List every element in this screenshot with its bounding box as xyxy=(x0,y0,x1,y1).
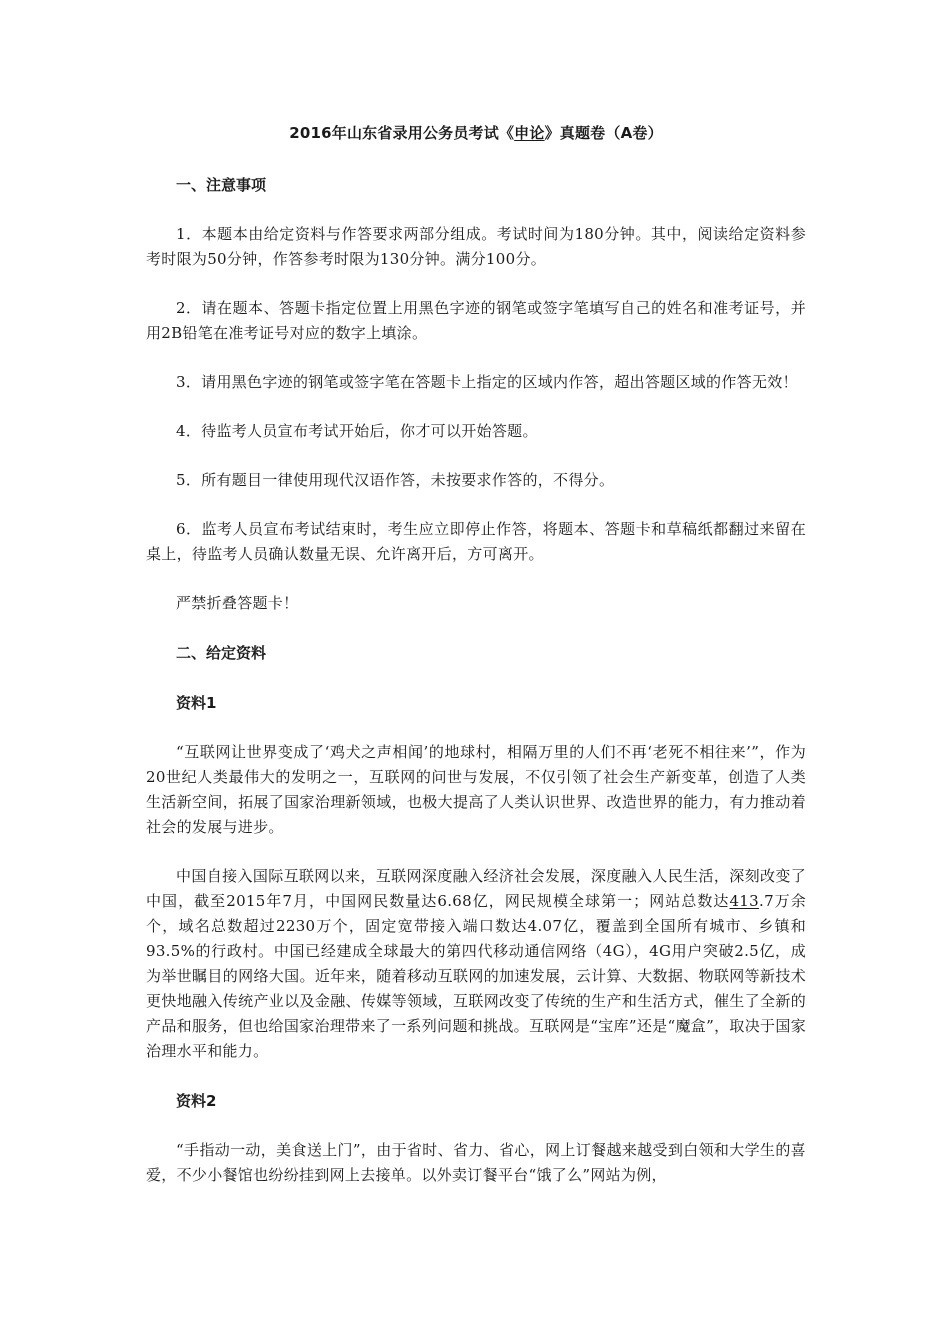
material-1-paragraph-2-end: .7万余个，域名总数超过2230万个，固定宽带接入端口数达4.07亿，覆盖到全国所有城市、乡镇和93.5%的行政村。中国已经建成全球最大的第四代移动通信网络（4G），4G用户突破2.5亿，成为举世瞩目的网络大国。近年来，随着移动互联网的加速发展，云计算、大数据、物联网等新技术更快地融入传统产业以及金融、传媒等领域，互联网改变了传统的生产和生活方式，催生了全新的产品和服务，但也给国家治理带来了一系列问题和挑战。互联网是“宝库”还是“魔盒”，取决于国家治理水平和能力。 xyxy=(146,892,807,1060)
note-1: 1．本题本由给定资料与作答要求两部分组成。考试时间为180分钟。其中，阅读给定资料参考时限为50分钟，作答参考时限为130分钟。满分100分。 xyxy=(146,225,806,268)
material-2-heading: 资料2 xyxy=(176,1092,217,1110)
material-1-paragraph-2 xyxy=(146,864,806,1064)
material-1-heading: 资料1 xyxy=(176,694,217,712)
note-2: 2．请在题本、答题卡指定位置上用黑色字迹的钢笔或签字笔填写自己的姓名和准考证号，并用2B铅笔在准考证号对应的数字上填涂。 xyxy=(146,299,806,342)
material-1-paragraph-2-start: 中国自接入国际互联网以来，互联网深度融入经济社会发展，深度融入人民生活，深刻改变了中国，截至2015年7月，中国网民数量达6.68亿，网民规模全球第一；网站总数达 xyxy=(146,867,806,910)
warning-text: 严禁折叠答题卡！ xyxy=(176,594,299,612)
title-underlined: 申论 xyxy=(514,124,545,142)
section-heading-notes: 一、注意事项 xyxy=(176,176,267,194)
note-5: 5．所有题目一律使用现代汉语作答，未按要求作答的，不得分。 xyxy=(176,471,615,489)
material-1-paragraph-1: “互联网让世界变成了‘鸡犬之声相闻’的地球村，相隔万里的人们不再‘老死不相往来’”，作为20世纪人类最伟大的发明之一，互联网的问世与发展，不仅引领了社会生产新变革，创造了人类生活新空间，拓展了国家治理新领域，也极大提高了人类认识世界、改造世界的能力，有力推动着社会的发展与进步。 xyxy=(146,743,806,836)
note-3: 3．请用黑色字迹的钢笔或签字笔在答题卡上指定的区域内作答，超出答题区域的作答无效！ xyxy=(176,373,798,391)
title-prefix: 2016年山东省录用公务员考试《 xyxy=(289,124,515,142)
material-2-paragraph-1: “手指动一动，美食送上门”，由于省时、省力、省心，网上订餐越来越受到白领和大学生的喜爱，不少小餐馆也纷纷挂到网上去接单。以外卖订餐平台“饿了么”网站为例， xyxy=(146,1141,806,1184)
section-heading-materials: 二、给定资料 xyxy=(176,644,267,662)
title-suffix: 》真题卷（A卷） xyxy=(544,124,663,142)
website-count-underlined: 413 xyxy=(729,892,759,910)
note-6: 6．监考人员宣布考试结束时，考生应立即停止作答，将题本、答题卡和草稿纸都翻过来留在桌上，待监考人员确认数量无误、允许离开后，方可离开。 xyxy=(146,520,806,563)
note-4: 4．待监考人员宣布考试开始后，你才可以开始答题。 xyxy=(176,422,538,440)
document-title xyxy=(146,120,806,146)
document-page xyxy=(146,120,806,1212)
